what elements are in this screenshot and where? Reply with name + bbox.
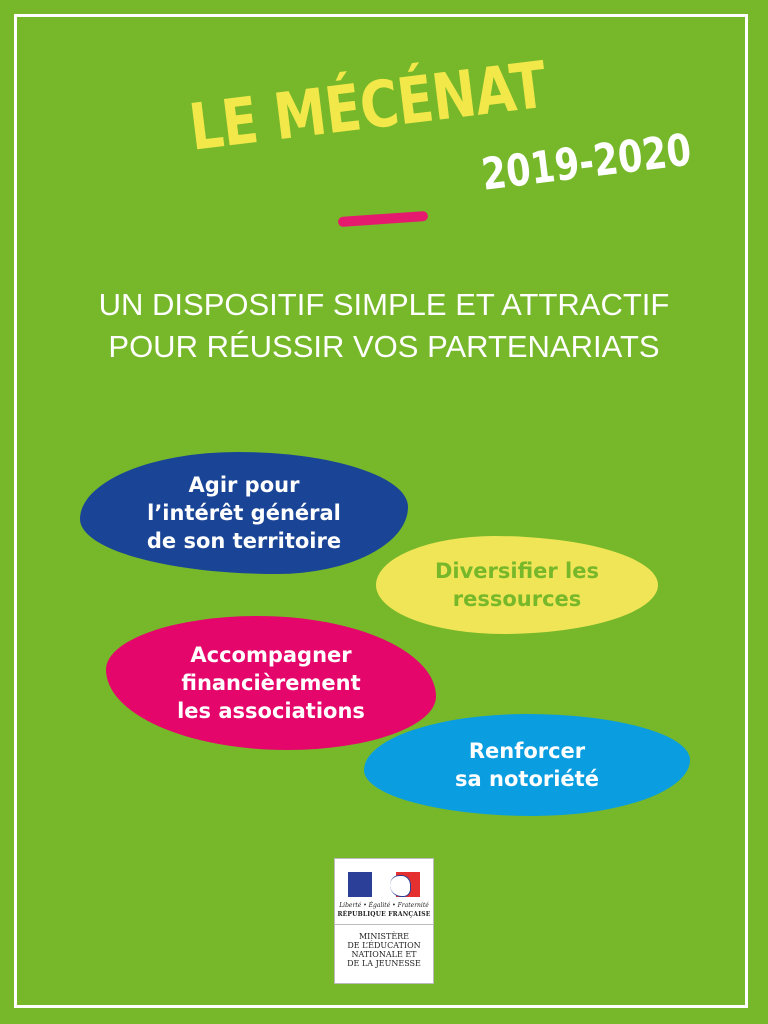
benefit-line: l’intérêt général [147, 501, 341, 525]
benefit-line: ressources [452, 587, 582, 611]
benefit-line: Agir pour [188, 473, 300, 497]
benefit-line: Diversifier les [434, 559, 600, 583]
benefit-line: de son territoire [146, 529, 342, 553]
subtitle-line-2: POUR RÉUSSIR VOS PARTENARIATS [108, 329, 660, 364]
benefit-line: les associations [177, 699, 365, 723]
main-title: LE MÉCÉNAT [185, 48, 550, 166]
benefit-line: Accompagner [190, 643, 352, 667]
republic-name: RÉPUBLIQUE FRANÇAISE [337, 911, 431, 918]
ministry-name [347, 932, 421, 968]
subtitle [0, 284, 768, 368]
benefit-line: sa notoriété [455, 767, 599, 791]
benefit-general-interest [80, 452, 408, 574]
logo-divider [335, 924, 433, 925]
marianne-profile-icon [390, 875, 411, 897]
republic-motto: Liberté • Égalité • Fraternité [339, 902, 429, 909]
benefit-line: Renforcer [468, 739, 586, 763]
year-label: 2019-2020 [478, 124, 695, 201]
marianne-flag-icon [348, 872, 420, 897]
ministry-line: DE L’ÉDUCATION [347, 941, 421, 950]
ministry-logo [334, 858, 434, 984]
subtitle-line-1: UN DISPOSITIF SIMPLE ET ATTRACTIF [98, 287, 670, 322]
benefit-line: financièrement [181, 671, 361, 695]
ministry-line: MINISTÈRE [358, 932, 410, 941]
ministry-line: DE LA JEUNESSE [347, 959, 421, 968]
ministry-line: NATIONALE ET [351, 950, 417, 959]
